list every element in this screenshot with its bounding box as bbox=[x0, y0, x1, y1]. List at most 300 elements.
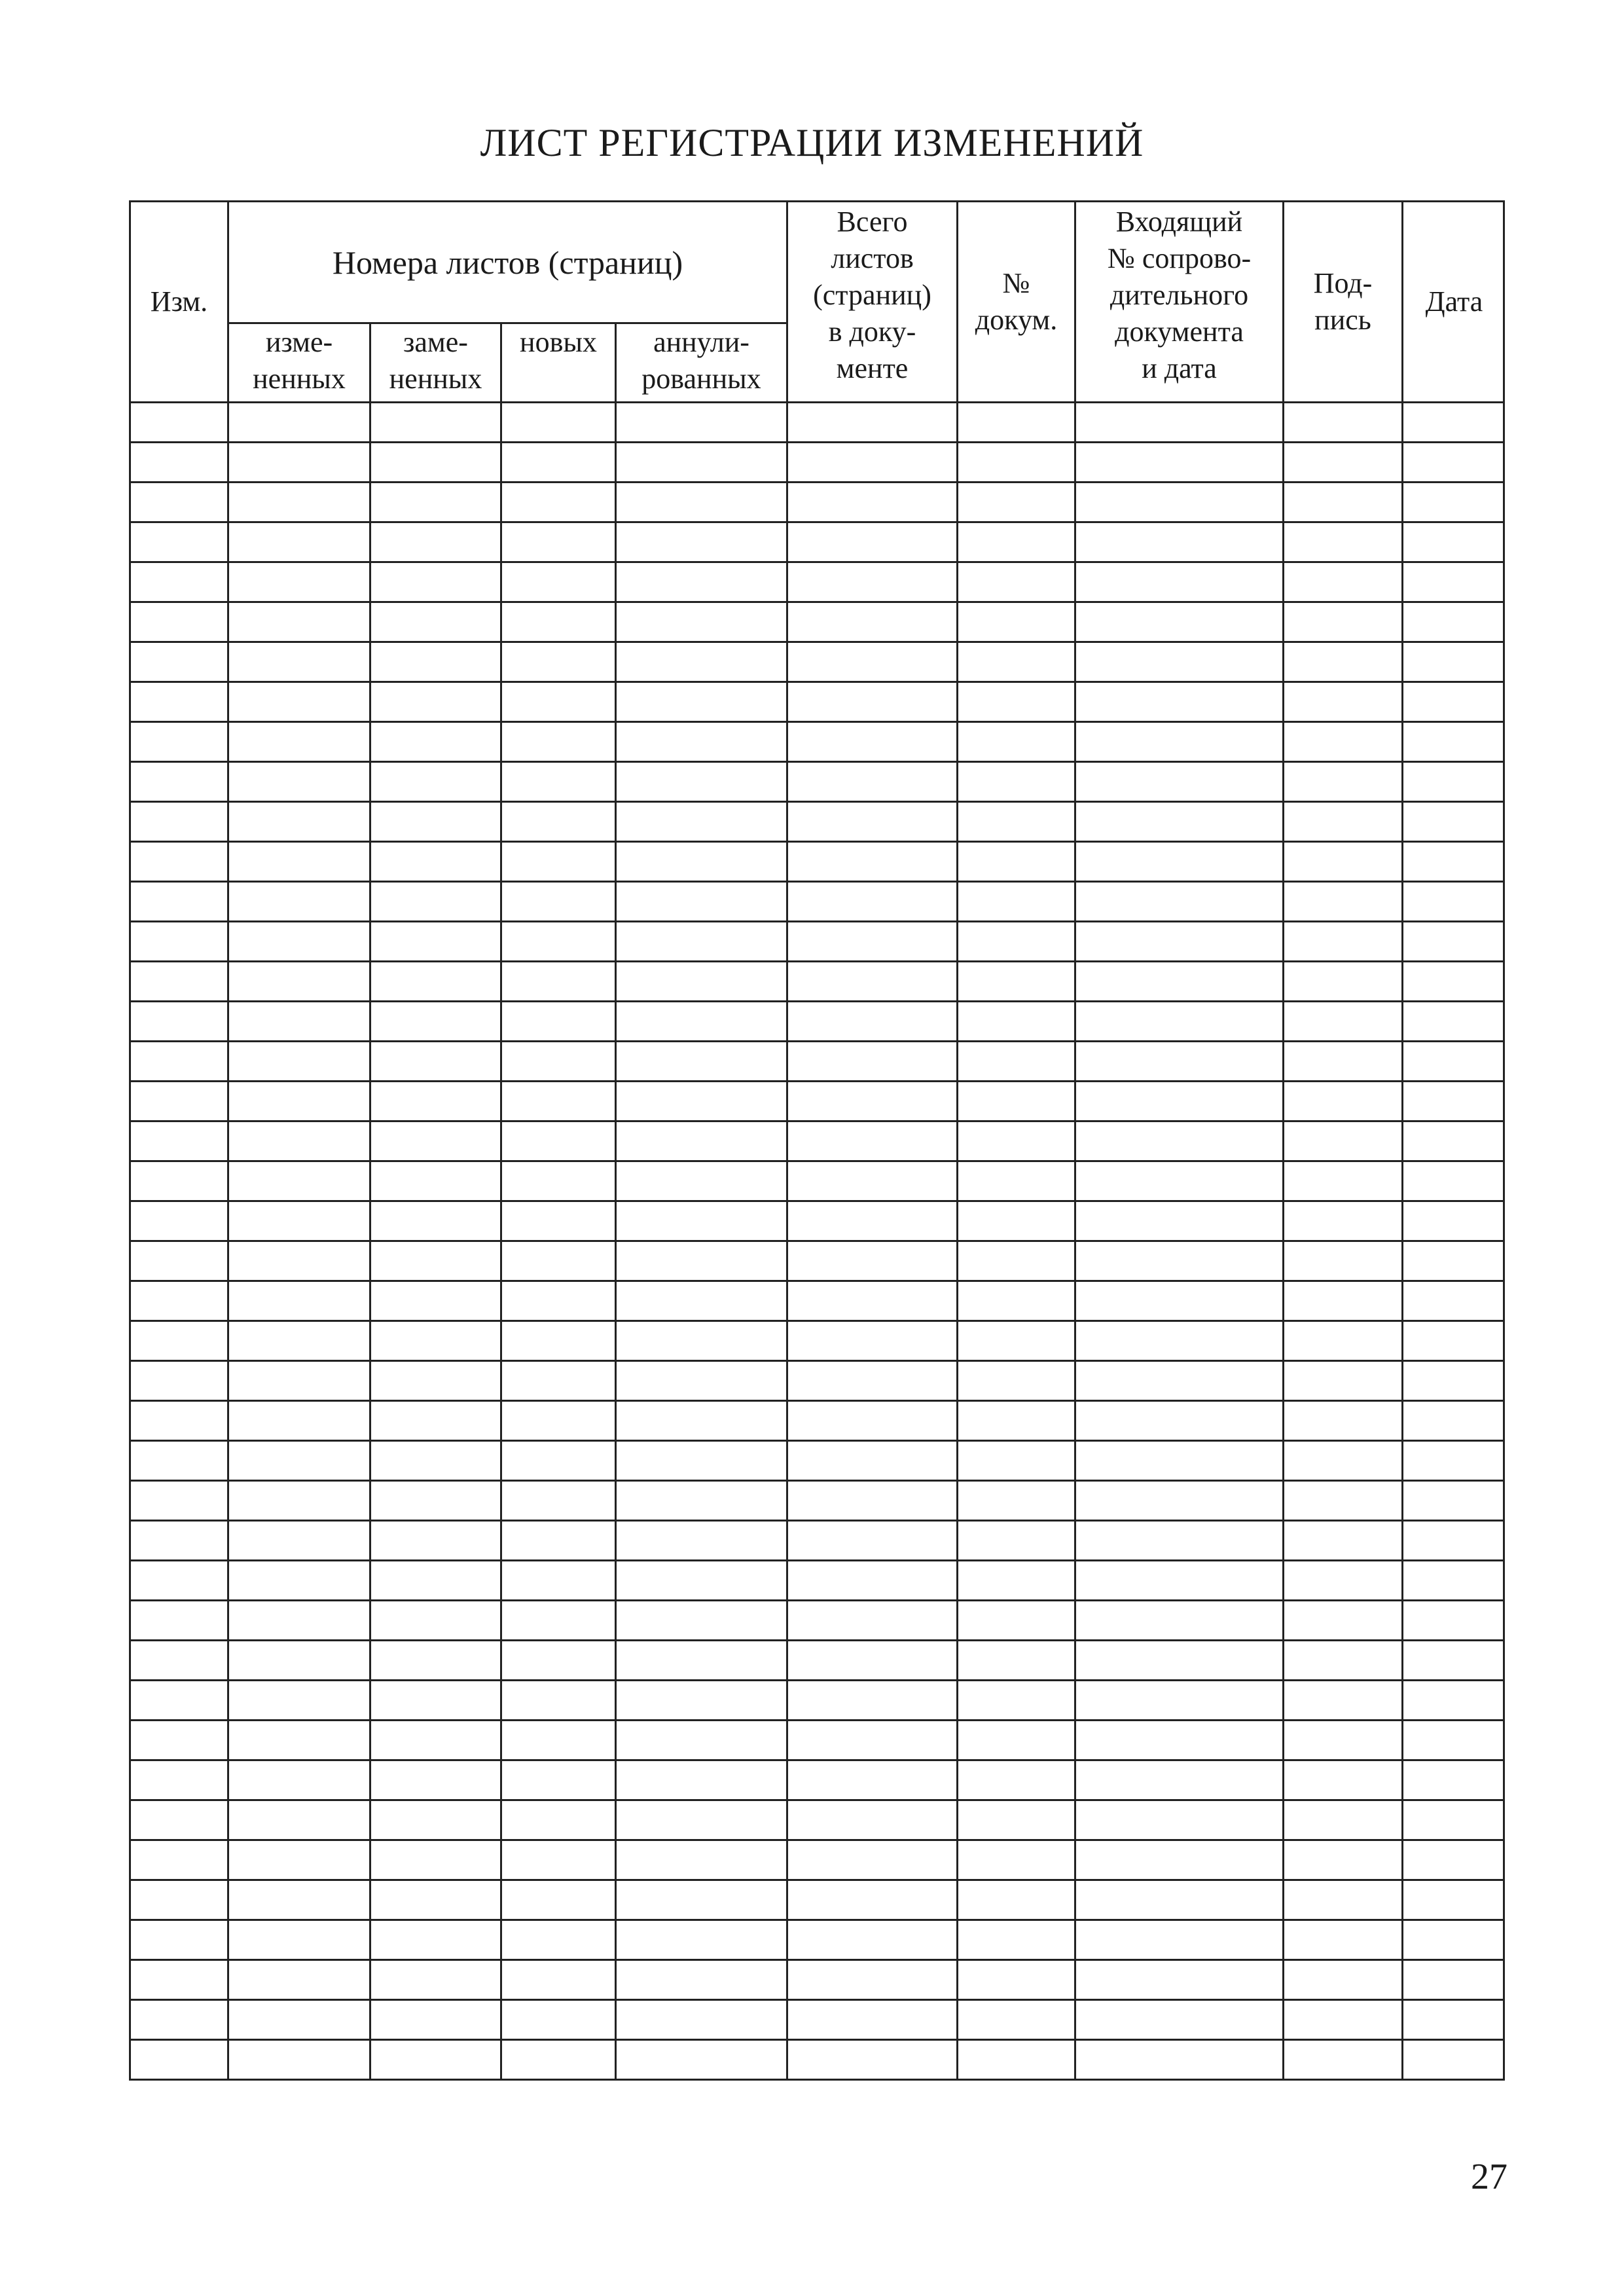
table-cell bbox=[617, 843, 788, 881]
table-cell bbox=[617, 803, 788, 841]
table-cell bbox=[788, 1841, 958, 1879]
table-cell bbox=[1403, 2041, 1505, 2079]
table-cell bbox=[1403, 1002, 1505, 1040]
table-cell bbox=[617, 1042, 788, 1080]
table-cell bbox=[1403, 603, 1505, 641]
table-cell bbox=[617, 723, 788, 761]
table-row bbox=[131, 1362, 1503, 1402]
table-cell bbox=[1076, 1522, 1284, 1559]
table-cell bbox=[788, 1881, 958, 1919]
table-cell bbox=[502, 883, 617, 920]
table-cell bbox=[1076, 1002, 1284, 1040]
table-cell bbox=[788, 1641, 958, 1679]
table-cell bbox=[229, 563, 371, 601]
table-cell bbox=[1076, 1322, 1284, 1360]
table-row bbox=[131, 883, 1503, 922]
table-cell bbox=[371, 1362, 502, 1400]
table-cell bbox=[502, 1362, 617, 1400]
table-cell bbox=[1076, 683, 1284, 721]
table-cell bbox=[1284, 1082, 1403, 1120]
table-cell bbox=[1403, 683, 1505, 721]
table-cell bbox=[371, 723, 502, 761]
table-cell bbox=[788, 1442, 958, 1480]
table-cell bbox=[502, 523, 617, 561]
table-cell bbox=[371, 1881, 502, 1919]
table-cell bbox=[1403, 1961, 1505, 1999]
table-cell bbox=[788, 723, 958, 761]
table-cell bbox=[371, 1482, 502, 1520]
table-cell bbox=[958, 1761, 1076, 1799]
table-cell bbox=[1284, 2001, 1403, 2039]
table-cell bbox=[1284, 1482, 1403, 1520]
table-cell bbox=[1403, 1601, 1505, 1639]
table-cell bbox=[958, 1282, 1076, 1320]
table-cell bbox=[1403, 763, 1505, 801]
table-cell bbox=[502, 1522, 617, 1559]
table-cell bbox=[229, 603, 371, 641]
table-cell bbox=[371, 843, 502, 881]
table-cell bbox=[502, 563, 617, 601]
header-podpis: Под- пись bbox=[1284, 202, 1403, 401]
table-cell bbox=[617, 523, 788, 561]
table-cell bbox=[788, 803, 958, 841]
table-cell bbox=[1284, 1242, 1403, 1280]
table-cell bbox=[1284, 1442, 1403, 1480]
table-cell bbox=[788, 763, 958, 801]
table-cell bbox=[617, 1242, 788, 1280]
table-cell bbox=[788, 1921, 958, 1959]
table-cell bbox=[1076, 1042, 1284, 1080]
table-cell bbox=[1403, 1362, 1505, 1400]
table-row bbox=[131, 962, 1503, 1002]
table-cell bbox=[958, 1601, 1076, 1639]
table-cell bbox=[958, 1921, 1076, 1959]
header-izm: Изм. bbox=[131, 202, 229, 401]
table-cell bbox=[131, 962, 229, 1000]
table-cell bbox=[229, 683, 371, 721]
table-cell bbox=[617, 1002, 788, 1040]
table-cell bbox=[1403, 1482, 1505, 1520]
table-cell bbox=[788, 1202, 958, 1240]
table-cell bbox=[131, 1362, 229, 1400]
table-cell bbox=[131, 1002, 229, 1040]
table-row bbox=[131, 1162, 1503, 1202]
table-cell bbox=[788, 1801, 958, 1839]
table-cell bbox=[371, 643, 502, 681]
table-cell bbox=[131, 1801, 229, 1839]
table-cell bbox=[1076, 443, 1284, 481]
table-cell bbox=[788, 403, 958, 441]
table-cell bbox=[1076, 922, 1284, 960]
table-row bbox=[131, 643, 1503, 683]
table-cell bbox=[788, 1162, 958, 1200]
table-cell bbox=[1284, 603, 1403, 641]
table-cell bbox=[371, 563, 502, 601]
table-cell bbox=[617, 1921, 788, 1959]
table-cell bbox=[131, 603, 229, 641]
table-cell bbox=[788, 683, 958, 721]
table-cell bbox=[1284, 403, 1403, 441]
table-row bbox=[131, 1402, 1503, 1442]
table-cell bbox=[1403, 483, 1505, 521]
table-cell bbox=[1284, 1002, 1403, 1040]
table-cell bbox=[617, 563, 788, 601]
table-cell bbox=[131, 1082, 229, 1120]
table-cell bbox=[1284, 1841, 1403, 1879]
table-cell bbox=[617, 643, 788, 681]
table-cell bbox=[958, 803, 1076, 841]
table-cell bbox=[958, 1162, 1076, 1200]
table-cell bbox=[502, 1162, 617, 1200]
table-cell bbox=[229, 1761, 371, 1799]
table-cell bbox=[1284, 1921, 1403, 1959]
table-cell bbox=[617, 1362, 788, 1400]
table-row bbox=[131, 1202, 1503, 1242]
table-cell bbox=[371, 803, 502, 841]
table-cell bbox=[1284, 1561, 1403, 1599]
table-cell bbox=[371, 603, 502, 641]
table-cell bbox=[502, 763, 617, 801]
table-cell bbox=[1076, 1561, 1284, 1599]
table-cell bbox=[229, 1082, 371, 1120]
table-cell bbox=[1403, 803, 1505, 841]
table-cell bbox=[131, 1042, 229, 1080]
table-cell bbox=[371, 1322, 502, 1360]
table-row bbox=[131, 1561, 1503, 1601]
table-cell bbox=[1403, 1561, 1505, 1599]
table-cell bbox=[958, 1202, 1076, 1240]
table-cell bbox=[131, 403, 229, 441]
table-cell bbox=[958, 1681, 1076, 1719]
table-row bbox=[131, 1322, 1503, 1362]
table-cell bbox=[1403, 1522, 1505, 1559]
table-cell bbox=[788, 1322, 958, 1360]
table-cell bbox=[1076, 1761, 1284, 1799]
table-cell bbox=[131, 1402, 229, 1440]
table-cell bbox=[1284, 1362, 1403, 1400]
table-cell bbox=[371, 523, 502, 561]
table-row bbox=[131, 1482, 1503, 1522]
table-row bbox=[131, 523, 1503, 563]
table-cell bbox=[131, 1242, 229, 1280]
table-cell bbox=[131, 2041, 229, 2079]
table-cell bbox=[131, 443, 229, 481]
table-row bbox=[131, 1721, 1503, 1761]
table-cell bbox=[131, 1921, 229, 1959]
table-cell bbox=[1076, 1282, 1284, 1320]
table-cell bbox=[617, 2001, 788, 2039]
table-row bbox=[131, 1282, 1503, 1322]
table-cell bbox=[958, 1042, 1076, 1080]
table-cell bbox=[958, 1242, 1076, 1280]
table-cell bbox=[1284, 723, 1403, 761]
table-cell bbox=[617, 1082, 788, 1120]
table-cell bbox=[958, 1322, 1076, 1360]
table-cell bbox=[958, 1522, 1076, 1559]
table-cell bbox=[131, 1522, 229, 1559]
table-cell bbox=[1403, 1042, 1505, 1080]
table-cell bbox=[1284, 1042, 1403, 1080]
table-cell bbox=[1076, 483, 1284, 521]
table-cell bbox=[502, 1122, 617, 1160]
table-cell bbox=[788, 1002, 958, 1040]
table-cell bbox=[502, 1761, 617, 1799]
table-cell bbox=[371, 2041, 502, 2079]
table-cell bbox=[788, 2001, 958, 2039]
table-cell bbox=[1076, 1841, 1284, 1879]
table-cell bbox=[788, 1282, 958, 1320]
table-cell bbox=[958, 403, 1076, 441]
table-cell bbox=[229, 1002, 371, 1040]
table-cell bbox=[958, 483, 1076, 521]
table-cell bbox=[131, 1202, 229, 1240]
table-cell bbox=[502, 1721, 617, 1759]
table-cell bbox=[1076, 1122, 1284, 1160]
table-cell bbox=[1403, 1761, 1505, 1799]
table-cell bbox=[1403, 1242, 1505, 1280]
table-cell bbox=[1076, 1881, 1284, 1919]
table-cell bbox=[958, 1482, 1076, 1520]
table-cell bbox=[617, 1122, 788, 1160]
table-cell bbox=[1076, 1961, 1284, 1999]
table-cell bbox=[371, 1202, 502, 1240]
table-cell bbox=[617, 922, 788, 960]
table-row bbox=[131, 1042, 1503, 1082]
table-cell bbox=[1403, 1681, 1505, 1719]
table-row bbox=[131, 1961, 1503, 2001]
table-cell bbox=[1076, 1921, 1284, 1959]
table-cell bbox=[1076, 883, 1284, 920]
table-cell bbox=[617, 1162, 788, 1200]
table-cell bbox=[371, 403, 502, 441]
table-cell bbox=[502, 723, 617, 761]
table-cell bbox=[131, 883, 229, 920]
table-cell bbox=[229, 1881, 371, 1919]
table-cell bbox=[1403, 563, 1505, 601]
table-cell bbox=[788, 523, 958, 561]
table-cell bbox=[958, 1442, 1076, 1480]
header-nomera-listov: Номера листов (страниц) bbox=[229, 202, 788, 324]
table-cell bbox=[502, 1242, 617, 1280]
table-cell bbox=[371, 1601, 502, 1639]
table-cell bbox=[502, 1641, 617, 1679]
table-cell bbox=[1284, 1721, 1403, 1759]
table-cell bbox=[502, 2001, 617, 2039]
table-cell bbox=[1284, 483, 1403, 521]
table-header bbox=[131, 202, 1503, 403]
table-cell bbox=[1076, 1202, 1284, 1240]
table-cell bbox=[131, 1881, 229, 1919]
table-cell bbox=[371, 1721, 502, 1759]
table-cell bbox=[1403, 1202, 1505, 1240]
table-cell bbox=[1403, 2001, 1505, 2039]
table-cell bbox=[1284, 443, 1403, 481]
table-cell bbox=[502, 843, 617, 881]
table-cell bbox=[131, 1641, 229, 1679]
table-cell bbox=[958, 1122, 1076, 1160]
table-cell bbox=[502, 403, 617, 441]
table-row bbox=[131, 1242, 1503, 1282]
table-cell bbox=[617, 1202, 788, 1240]
table-cell bbox=[958, 603, 1076, 641]
table-cell bbox=[958, 1002, 1076, 1040]
table-cell bbox=[788, 1961, 958, 1999]
table-cell bbox=[617, 1601, 788, 1639]
table-cell bbox=[371, 922, 502, 960]
table-cell bbox=[1076, 723, 1284, 761]
header-zamenennyh: заме- ненных bbox=[371, 324, 502, 401]
table-cell bbox=[788, 1362, 958, 1400]
table-cell bbox=[788, 1122, 958, 1160]
table-cell bbox=[958, 1841, 1076, 1879]
table-cell bbox=[1284, 1522, 1403, 1559]
table-cell bbox=[502, 1082, 617, 1120]
table-cell bbox=[229, 763, 371, 801]
table-cell bbox=[229, 483, 371, 521]
table-row bbox=[131, 1522, 1503, 1561]
table-cell bbox=[1403, 1442, 1505, 1480]
table-cell bbox=[788, 1721, 958, 1759]
table-cell bbox=[1284, 1961, 1403, 1999]
table-cell bbox=[1076, 1442, 1284, 1480]
table-cell bbox=[371, 2001, 502, 2039]
table-row bbox=[131, 1442, 1503, 1482]
table-cell bbox=[958, 1402, 1076, 1440]
table-cell bbox=[1403, 1801, 1505, 1839]
table-cell bbox=[131, 763, 229, 801]
page-title: ЛИСТ РЕГИСТРАЦИИ ИЗМЕНЕНИЙ bbox=[480, 121, 1144, 164]
table-cell bbox=[1076, 1482, 1284, 1520]
table-cell bbox=[1076, 1601, 1284, 1639]
table-cell bbox=[1076, 2001, 1284, 2039]
table-cell bbox=[617, 1841, 788, 1879]
table-cell bbox=[1403, 403, 1505, 441]
table-cell bbox=[1403, 443, 1505, 481]
table-cell bbox=[229, 843, 371, 881]
table-cell bbox=[371, 1681, 502, 1719]
table-cell bbox=[502, 803, 617, 841]
table-cell bbox=[131, 922, 229, 960]
table-cell bbox=[131, 803, 229, 841]
table-cell bbox=[617, 763, 788, 801]
table-cell bbox=[371, 1841, 502, 1879]
table-row bbox=[131, 603, 1503, 643]
table-cell bbox=[502, 1601, 617, 1639]
table-cell bbox=[371, 1242, 502, 1280]
table-cell bbox=[502, 683, 617, 721]
table-cell bbox=[371, 683, 502, 721]
table-cell bbox=[371, 1402, 502, 1440]
table-cell bbox=[1284, 1641, 1403, 1679]
table-cell bbox=[1076, 1641, 1284, 1679]
table-cell bbox=[788, 883, 958, 920]
table-cell bbox=[1403, 1322, 1505, 1360]
table-row bbox=[131, 403, 1503, 443]
table-cell bbox=[788, 962, 958, 1000]
table-body bbox=[131, 403, 1503, 2079]
table-cell bbox=[1403, 523, 1505, 561]
table-cell bbox=[229, 643, 371, 681]
table-cell bbox=[958, 643, 1076, 681]
table-cell bbox=[371, 883, 502, 920]
table-cell bbox=[131, 843, 229, 881]
table-cell bbox=[229, 1482, 371, 1520]
table-cell bbox=[1076, 1362, 1284, 1400]
table-cell bbox=[229, 883, 371, 920]
table-cell bbox=[617, 1761, 788, 1799]
table-cell bbox=[371, 1561, 502, 1599]
table-cell bbox=[131, 1961, 229, 1999]
table-cell bbox=[229, 1921, 371, 1959]
table-cell bbox=[131, 643, 229, 681]
table-cell bbox=[229, 1362, 371, 1400]
table-cell bbox=[131, 1761, 229, 1799]
table-cell bbox=[1403, 922, 1505, 960]
table-cell bbox=[1403, 643, 1505, 681]
table-cell bbox=[958, 922, 1076, 960]
table-cell bbox=[502, 1282, 617, 1320]
header-vhodyashchiy: Входящий № сопрово- дительного документа и дата bbox=[1076, 202, 1284, 401]
table-cell bbox=[371, 1282, 502, 1320]
table-cell bbox=[229, 803, 371, 841]
table-cell bbox=[1284, 803, 1403, 841]
table-cell bbox=[1403, 1921, 1505, 1959]
table-cell bbox=[371, 443, 502, 481]
table-cell bbox=[788, 1242, 958, 1280]
table-cell bbox=[1076, 1721, 1284, 1759]
table-cell bbox=[229, 1042, 371, 1080]
table-cell bbox=[371, 1961, 502, 1999]
table-cell bbox=[502, 962, 617, 1000]
table-row bbox=[131, 843, 1503, 883]
table-cell bbox=[502, 1322, 617, 1360]
table-cell bbox=[229, 1442, 371, 1480]
table-cell bbox=[229, 1522, 371, 1559]
table-cell bbox=[229, 723, 371, 761]
table-cell bbox=[502, 483, 617, 521]
table-cell bbox=[229, 523, 371, 561]
table-cell bbox=[617, 1482, 788, 1520]
table-cell bbox=[229, 1801, 371, 1839]
table-cell bbox=[958, 843, 1076, 881]
table-cell bbox=[617, 483, 788, 521]
header-nomer-dokum: № докум. bbox=[958, 202, 1076, 401]
table-cell bbox=[502, 1881, 617, 1919]
table-cell bbox=[1403, 843, 1505, 881]
table-cell bbox=[617, 1522, 788, 1559]
table-cell bbox=[131, 1442, 229, 1480]
header-annulirovannyh: аннули- рованных bbox=[617, 324, 788, 401]
table-cell bbox=[1076, 563, 1284, 601]
table-cell bbox=[788, 1042, 958, 1080]
table-cell bbox=[788, 1522, 958, 1559]
table-cell bbox=[502, 1442, 617, 1480]
table-row bbox=[131, 1082, 1503, 1122]
table-cell bbox=[617, 1442, 788, 1480]
table-cell bbox=[1403, 1282, 1505, 1320]
table-cell bbox=[502, 1402, 617, 1440]
table-cell bbox=[1403, 1881, 1505, 1919]
table-cell bbox=[229, 1202, 371, 1240]
table-cell bbox=[617, 2041, 788, 2079]
table-cell bbox=[958, 883, 1076, 920]
table-cell bbox=[1076, 1242, 1284, 1280]
table-cell bbox=[617, 1801, 788, 1839]
table-cell bbox=[788, 603, 958, 641]
table-cell bbox=[229, 1641, 371, 1679]
table-cell bbox=[1284, 1282, 1403, 1320]
table-cell bbox=[958, 1721, 1076, 1759]
